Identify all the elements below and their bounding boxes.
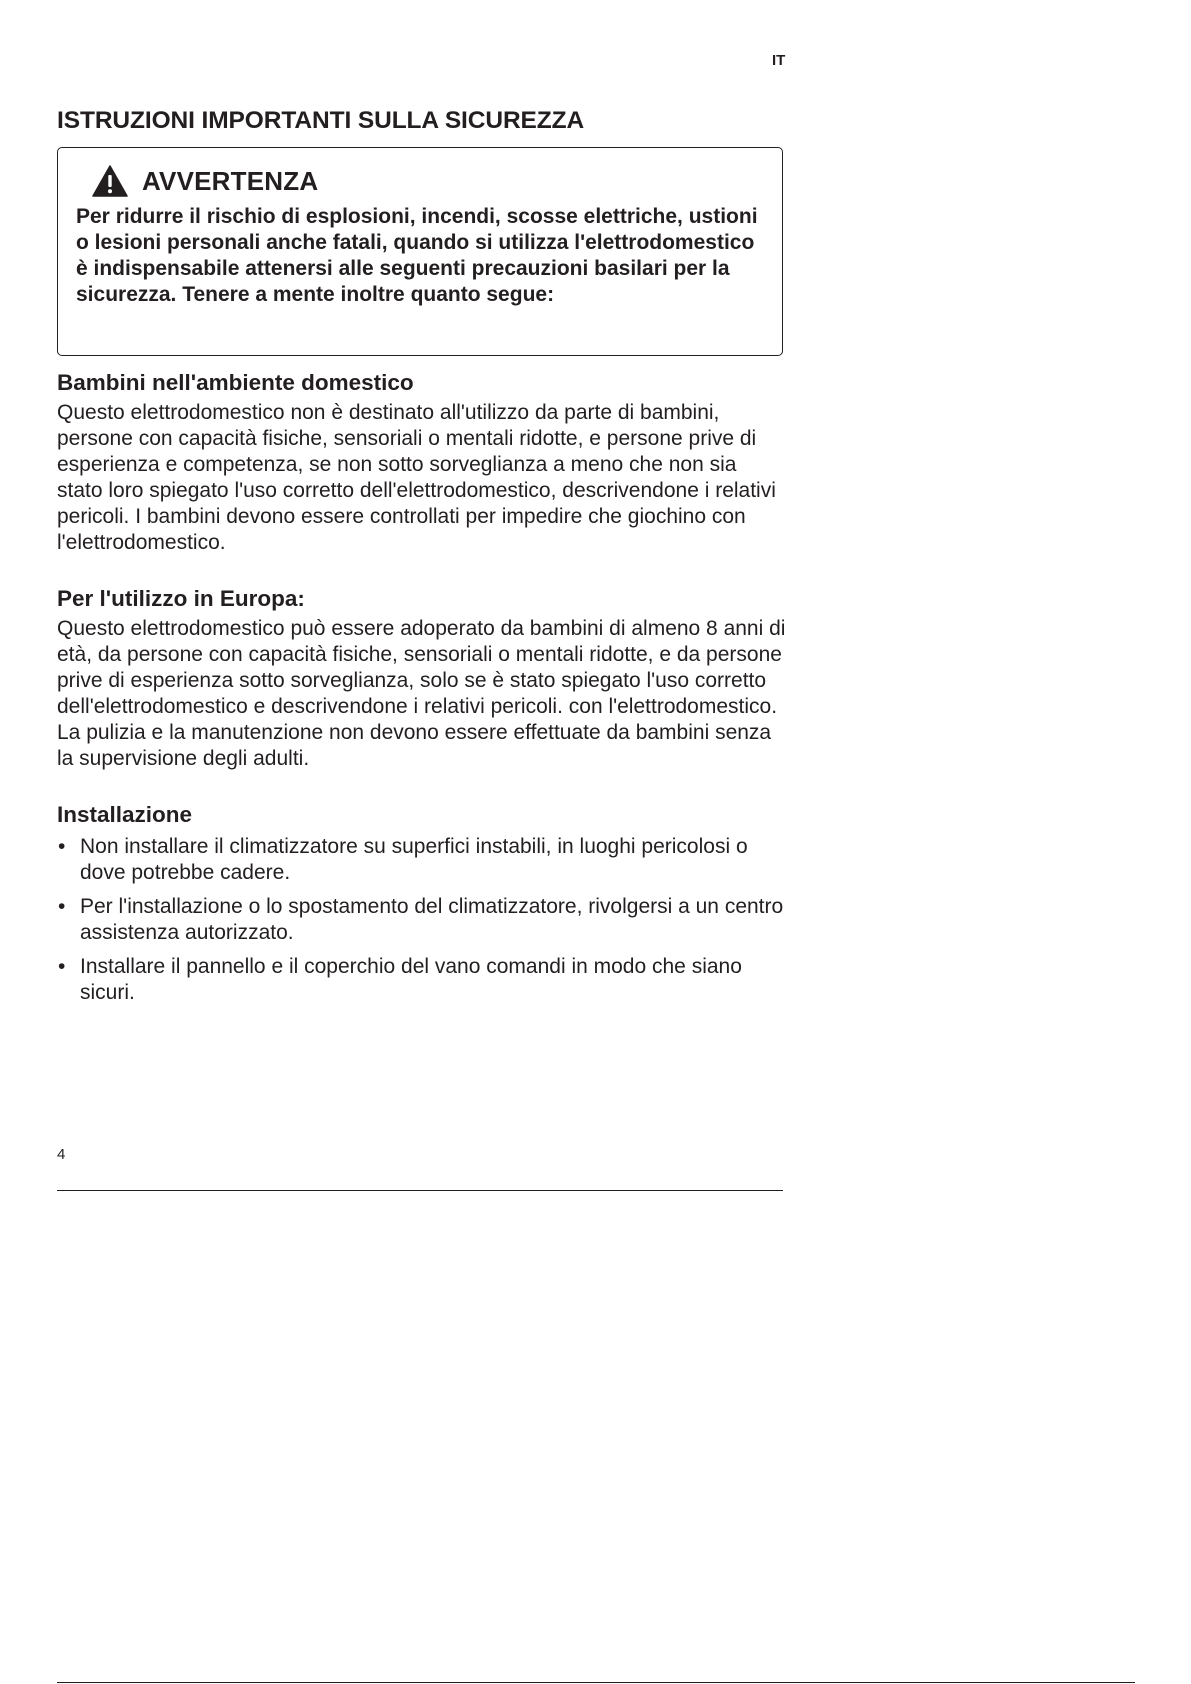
list-item-text: Installare il pannello e il coperchio del vano comandi in modo che siano sicuri. xyxy=(80,955,742,1004)
list-item xyxy=(57,954,787,1006)
installation-list xyxy=(57,834,787,1006)
bullet-icon: • xyxy=(58,895,66,918)
warning-header xyxy=(92,164,764,198)
bullet-icon: • xyxy=(58,835,66,858)
warning-box xyxy=(57,147,783,356)
footer-divider xyxy=(57,1190,783,1191)
page-title: ISTRUZIONI IMPORTANTI SULLA SICUREZZA xyxy=(57,107,585,134)
section-body-children: Questo elettrodomestico non è destinato all'utilizzo da parte di bambini, persone con capacità fisiche, sensoriali o mentali ridotte, e persone prive di esperienza e competenza, se non sotto sorveglianza a meno che non sia stato loro spiegato l'uso corretto dell'elettrodomestico, descrivendone i relativi pericoli. I bambini devono essere controllati per impedire che giochino con l'elettrodomestico. xyxy=(57,401,776,554)
list-item xyxy=(57,834,787,886)
language-code: IT xyxy=(772,52,786,69)
warning-text: Per ridurre il rischio di esplosioni, incendi, scosse elettriche, ustioni o lesioni personali anche fatali, quando si utilizza l'elettrodomestico è indispensabile attenersi alle seguenti precauzioni basilari per la sicurezza. Tenere a mente inoltre quanto segue: xyxy=(76,205,758,306)
bottom-divider xyxy=(57,1682,1135,1683)
section-europe xyxy=(57,584,787,772)
warning-title: AVVERTENZA xyxy=(142,165,319,196)
section-installation xyxy=(57,800,787,1006)
bullet-icon: • xyxy=(58,955,66,978)
warning-triangle-icon xyxy=(92,165,128,197)
main-content xyxy=(57,368,787,1014)
list-item xyxy=(57,894,787,946)
section-title-children: Bambini nell'ambiente domestico xyxy=(57,370,414,395)
section-title-installation: Installazione xyxy=(57,802,193,827)
list-item-text: Per l'installazione o lo spostamento del climatizzatore, rivolgersi a un centro assistenza autorizzato. xyxy=(80,895,784,944)
section-title-europe: Per l'utilizzo in Europa: xyxy=(57,586,305,611)
list-item-text: Non installare il climatizzatore su superfici instabili, in luoghi pericolosi o dove potrebbe cadere. xyxy=(80,835,748,884)
page-number: 4 xyxy=(57,1146,66,1163)
section-body-europe: Questo elettrodomestico può essere adoperato da bambini di almeno 8 anni di età, da persone con capacità fisiche, sensoriali o mentali ridotte, e da persone prive di esperienza sotto sorveglianza, solo se è stato spiegato l'uso corretto dell'elettrodomestico e descrivendone i relativi pericoli. con l'elettrodomestico. La pulizia e la manutenzione non devono essere effettuate da bambini senza la supervisione degli adulti. xyxy=(57,617,786,770)
section-children xyxy=(57,368,787,556)
